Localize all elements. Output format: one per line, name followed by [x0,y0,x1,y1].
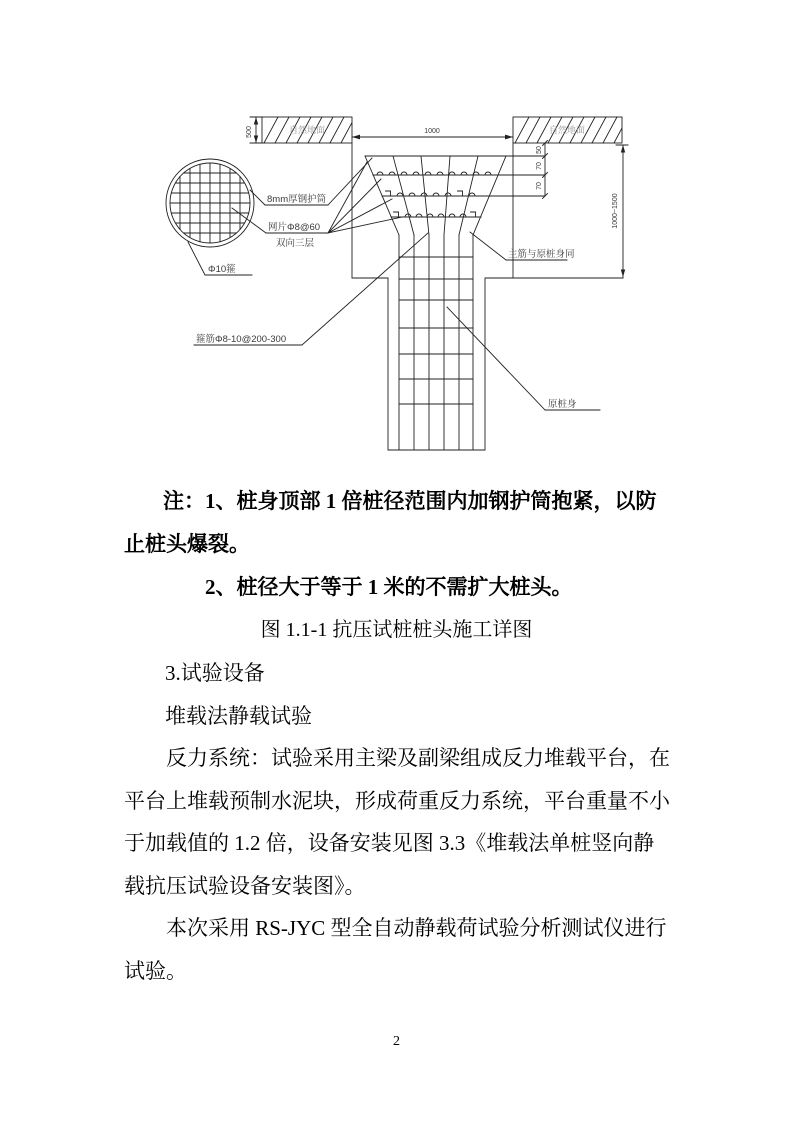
para2-line-2: 试验。 [124,959,187,983]
pile-head-flare [365,156,506,235]
label-stirrup: 箍筋Φ8-10@200-300 [196,334,287,345]
section-subheading: 堆载法静载试验 [165,704,312,728]
pile-column-grid [399,235,473,449]
dim-70b-label: 70 [536,182,543,190]
dim-layer-chain [543,141,548,199]
label-pile-body: 原桩身 [548,399,577,410]
label-mesh-line2: 双向三层 [276,238,315,249]
para1-line-4: 载抗压试验设备安装图》。 [124,874,366,898]
para2-line-1: 本次采用 RS-JYC 型全自动静载荷试验分析测试仪进行 [166,916,667,940]
pile-section-detail [166,159,254,247]
label-hoop: Φ10箍 [208,264,236,275]
dim-50-label: 50 [536,146,543,154]
para1-line-3: 于加载值的 1.2 倍，设备安装见图 3.3《堆载法单桩竖向静 [124,831,655,855]
ground-label-left: 自然地面 [288,125,326,135]
label-main-bar: 主筋与原桩身同 [508,249,575,260]
label-mesh-line1: 网片Φ8@60 [268,222,321,233]
ground-label-right: 自然地面 [548,125,586,135]
mesh-layer-lines [373,156,545,217]
dim-1000-1500-label: 1000~1500 [612,193,619,229]
para1-line-2: 平台上堆载预制水泥块，形成荷重反力系统，平台重量不小 [124,789,670,813]
dim-1000-label: 1000 [424,128,440,135]
section-heading: 3.试验设备 [165,661,265,685]
dim-head-width [352,135,513,140]
dim-70a-label: 70 [536,162,543,170]
para1-line-1: 反力系统：试验采用主梁及副梁组成反力堆载平台，在 [166,746,670,770]
figure-caption: 图 1.1-1 抗压试桩桩头施工详图 [260,619,533,641]
note-line-2: 止桩头爆裂。 [124,532,250,556]
pit-and-pile-outline [352,143,623,450]
mesh-symbols [377,172,491,217]
dim-500-label: 500 [246,126,253,138]
pile-head-diagram [130,100,660,480]
label-steel-casing: 8mm厚钢护筒 [267,194,327,205]
note-line-1: 注：1、桩身顶部 1 倍桩径范围内加钢护筒抱紧，以防 [163,489,657,513]
note-line-3: 2、桩径大于等于 1 米的不需扩大桩头。 [205,575,573,599]
page-number: 2 [393,1034,400,1049]
